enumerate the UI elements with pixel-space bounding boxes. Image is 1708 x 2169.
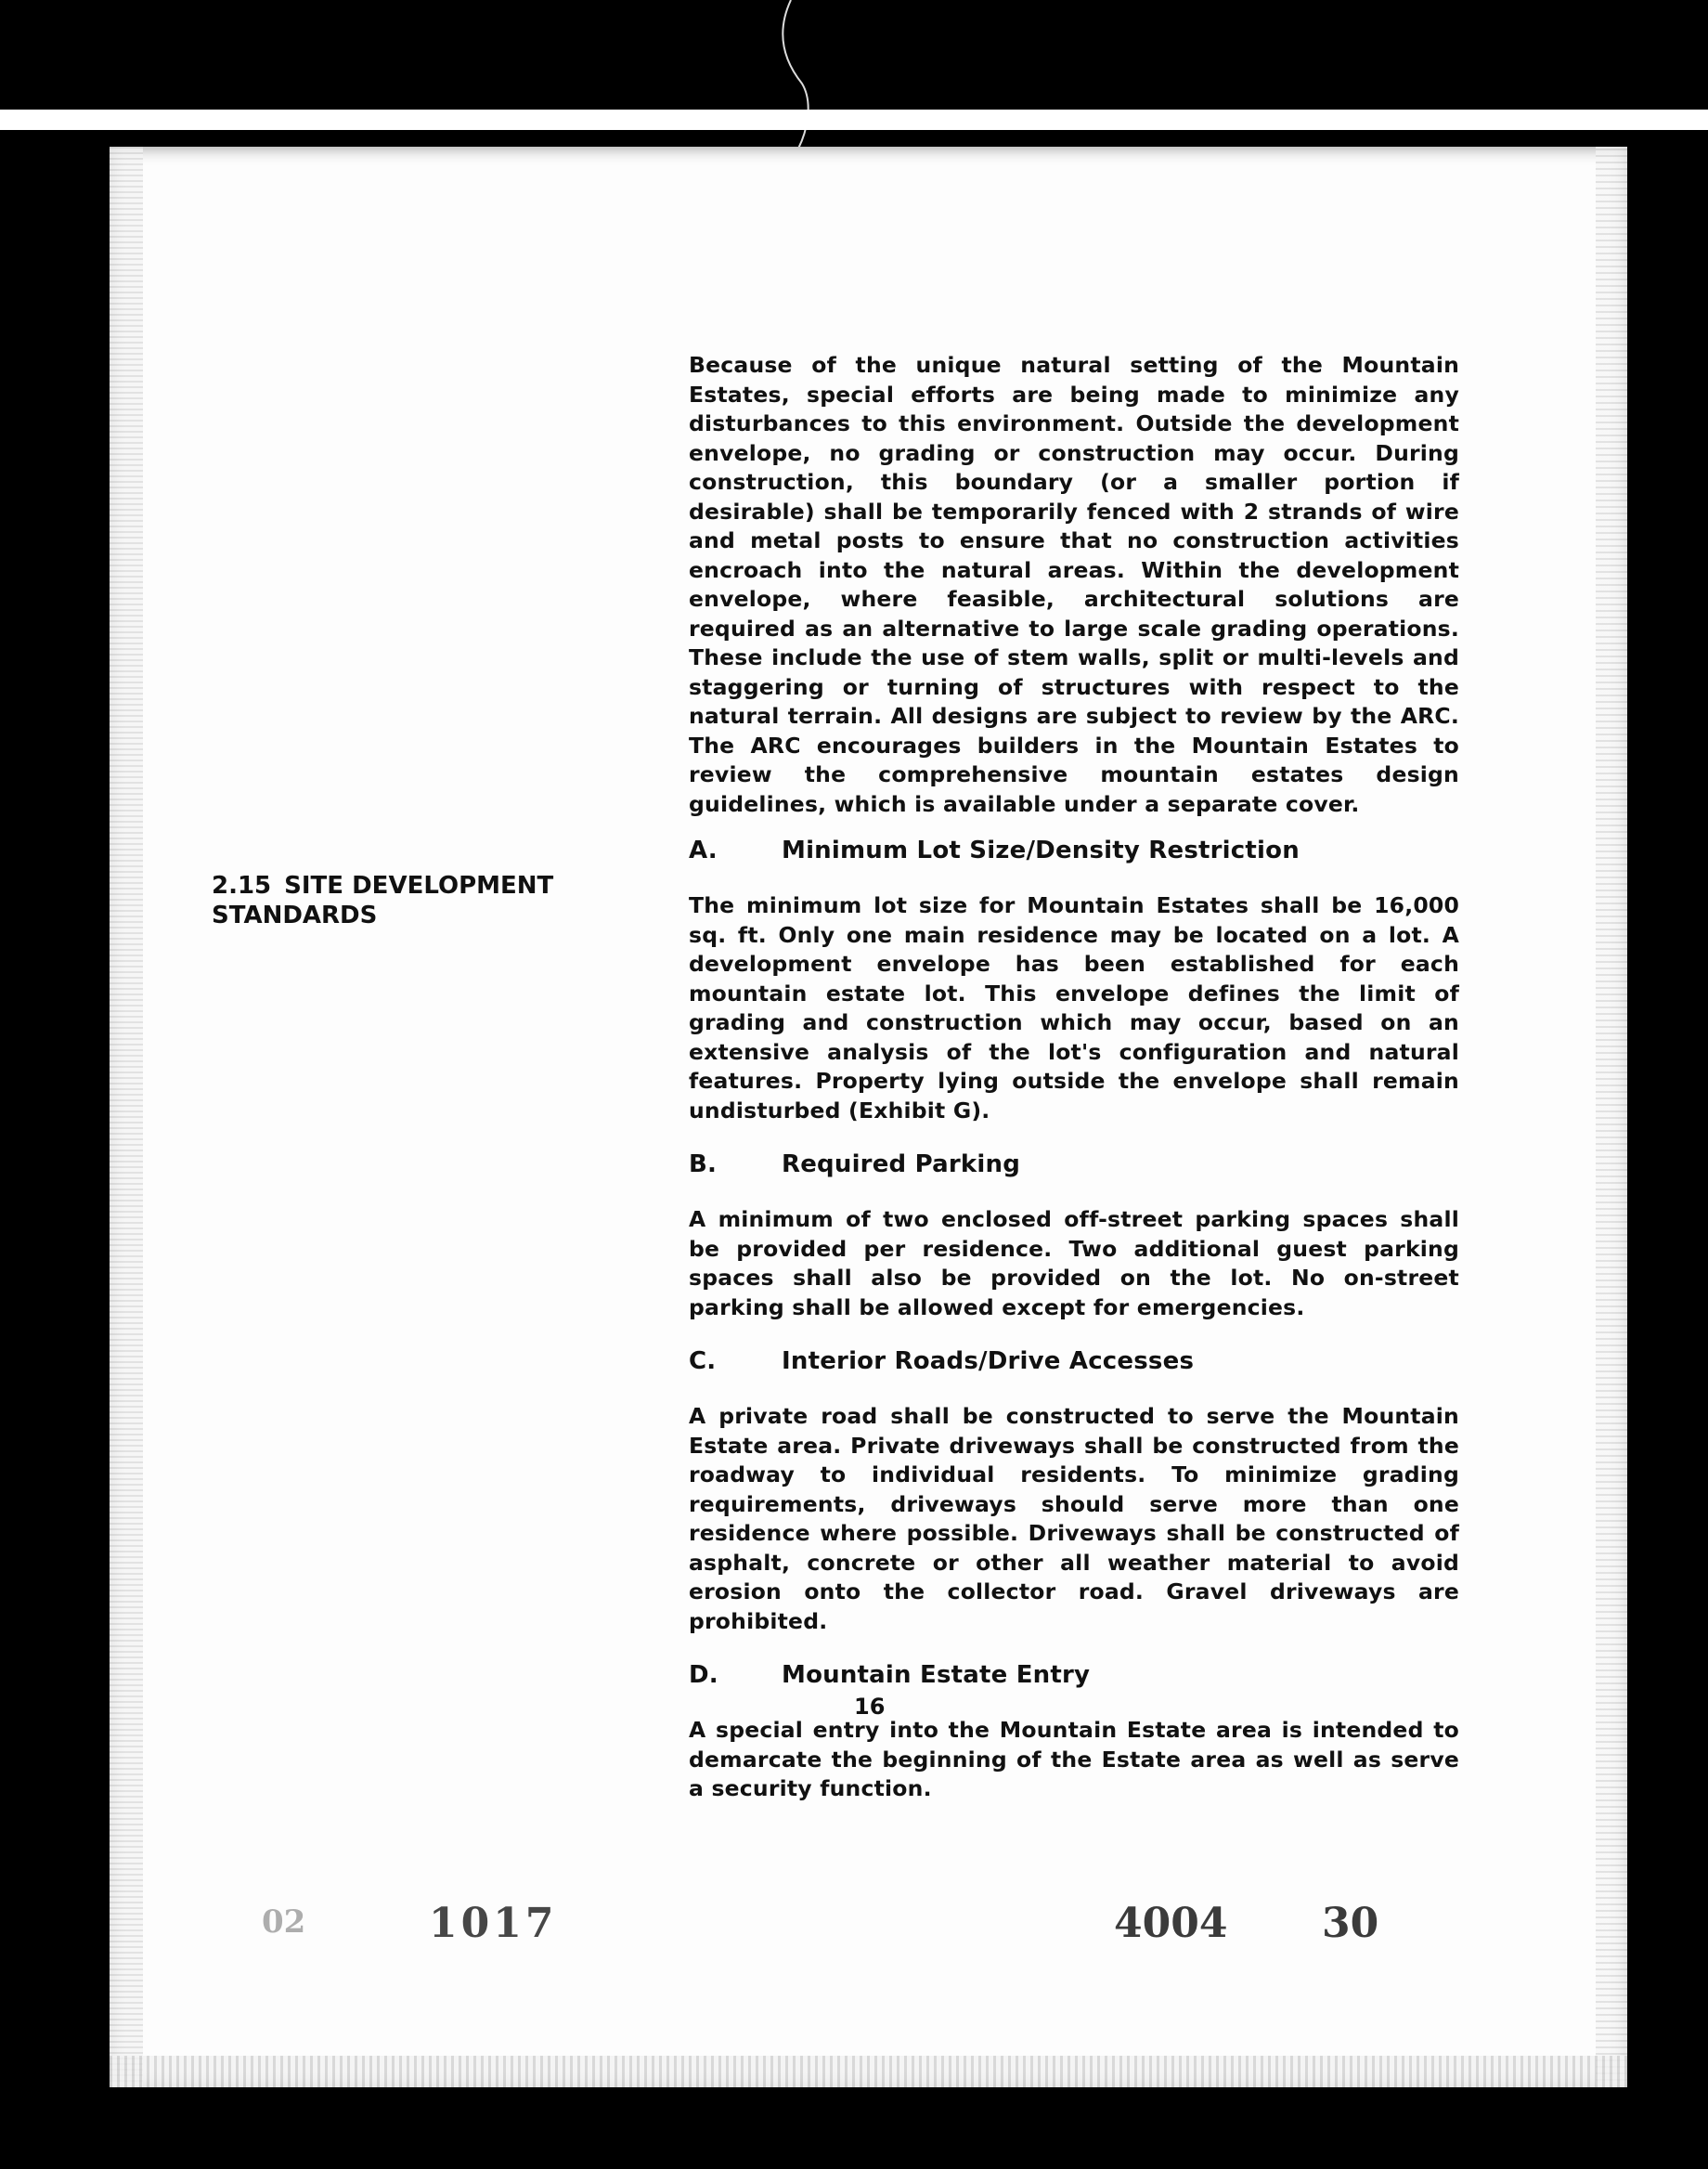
subsection-text-a: The minimum lot size for Mountain Estates shall be 16,000 sq. ft. Only one main residence may be located on a lot. A development envelope has been established for each mountain estate lot. This envelope defines the limit of grading and construction which may occur, based on an extensive analysis of the lot's configuration and natural features. Property lying outside the envelope shall remain undisturbed (Exhibit G). xyxy=(689,892,1459,1123)
subsection-text-c: A private road shall be constructed to serve the Mountain Estate area. Private driveways shall be constructed from the roadway to individual residents. To minimize grading requirements, driveways should serve more than one residence where possible. Driveways shall be constructed of asphalt, concrete or other all weather material to avoid erosion onto the collector road. Gravel driveways are prohibited. xyxy=(689,1403,1459,1634)
subsection-title: Interior Roads/Drive Accesses xyxy=(782,1347,1195,1375)
subsection-title: Minimum Lot Size/Density Restriction xyxy=(782,837,1300,864)
subsection-heading-c xyxy=(689,1346,1459,1376)
subsection-text-d: A special entry into the Mountain Estate area is intended to demarcate the beginning of the Estate area as well as serve a security function. xyxy=(689,1717,1459,1801)
section-title: SITE DEVELOPMENT STANDARDS xyxy=(212,872,554,929)
scan-noise-left xyxy=(110,147,143,2087)
subsection-letter: C. xyxy=(689,1347,717,1375)
subsection-title: Mountain Estate Entry xyxy=(782,1661,1091,1689)
scan-top-band xyxy=(0,110,1708,130)
stamp-mark-left-a: 02 xyxy=(262,1903,306,1941)
scan-noise-bottom xyxy=(110,2056,1627,2087)
section-heading xyxy=(212,871,602,930)
stamp-mark-left-b: 1017 xyxy=(429,1900,558,1947)
intro-paragraph: Because of the unique natural setting of the Mountain Estates, special efforts are being made to minimize any disturbances to this environment. Outside the development envelope, no grading or construction may occur. During construction, this boundary (or a smaller portion if desirable) shall be temporarily fenced with 2 strands of wire and metal posts to ensure that no construction activities encroach into the natural areas. Within the development envelope, where feasible, architectural solutions are required as an alternative to large scale grading operations. These include the use of stem walls, split or multi-levels and staggering or turning of structures with respect to the natural terrain. All designs are subject to review by the ARC. The ARC encourages builders in the Mountain Estates to review the comprehensive mountain estates design guidelines, which is available under a separate cover. xyxy=(689,352,1459,817)
subsection-heading-d xyxy=(689,1660,1459,1690)
subsection-title: Required Parking xyxy=(782,1150,1021,1178)
subsection-text-b: A minimum of two enclosed off-street parking spaces shall be provided per residence. Two additional guest parking spaces shall also be provided on the lot. No on-street parking shall be allowed except for emergencies. xyxy=(689,1206,1459,1320)
subsection-letter: D. xyxy=(689,1661,718,1689)
body-column xyxy=(689,351,1459,1828)
section-number: 2.15 xyxy=(212,872,272,900)
page-number: 16 xyxy=(854,1694,886,1720)
stamp-mark-right-a: 4004 xyxy=(1114,1900,1228,1947)
subsection-letter: B. xyxy=(689,1150,718,1178)
subsection-letter: A. xyxy=(689,837,718,864)
stamp-mark-right-b: 30 xyxy=(1322,1900,1379,1947)
subsection-heading-a xyxy=(689,836,1459,865)
scan-noise-right xyxy=(1596,147,1627,2087)
subsection-heading-b xyxy=(689,1149,1459,1179)
